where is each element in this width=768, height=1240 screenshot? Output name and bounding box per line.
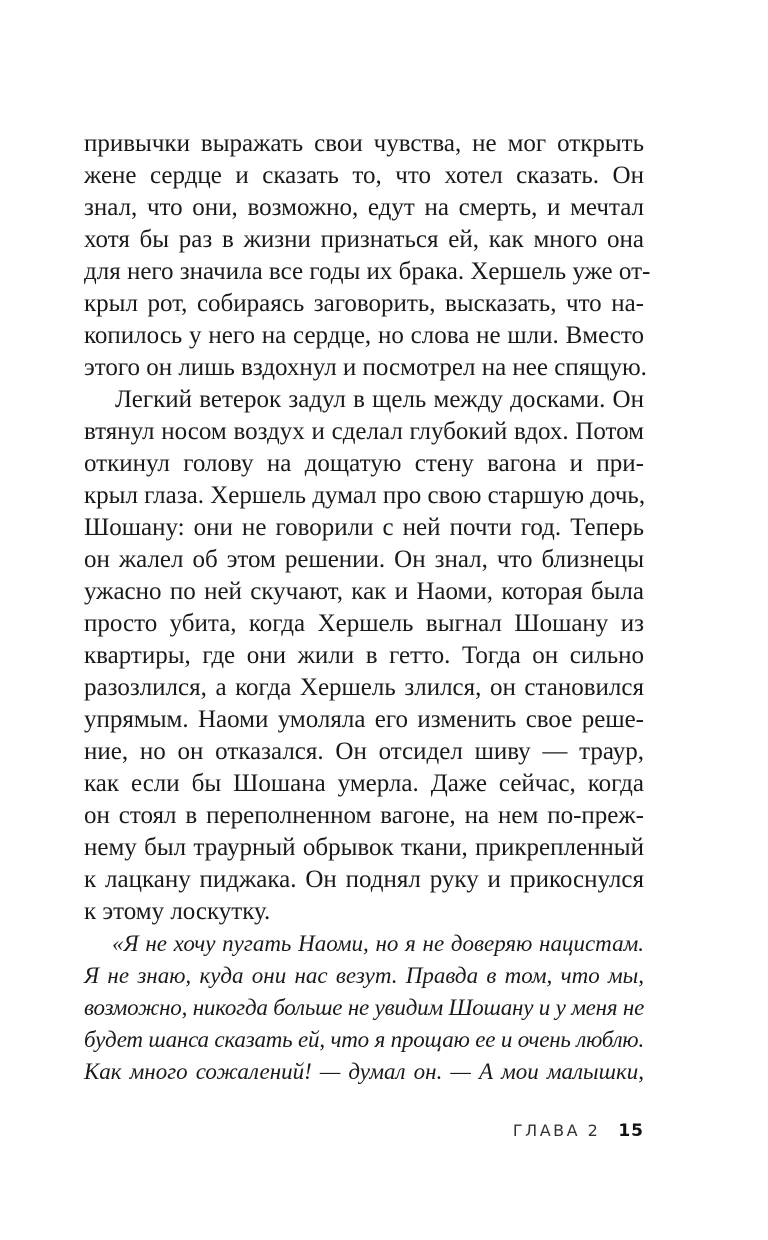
- italic-text-line: Как много сожалений! — думал он. — А мои малышки,: [84, 1059, 644, 1084]
- text-line: Шошану: они не говорили с ней почти год. Теперь: [84, 514, 644, 541]
- page-footer: [513, 1121, 644, 1145]
- italic-text-line: «Я не хочу пугать Наоми, но я не доверяю нацистам.: [112, 931, 644, 956]
- text-line: ние, но он отказался. Он отсидел шиву — траур,: [84, 738, 644, 765]
- text-line: крыл рот, собираясь заговорить, высказать, что на-: [84, 290, 644, 317]
- text-line: этого он лишь вздохнул и посмотрел на нее спящую.: [84, 354, 647, 381]
- text-line: квартиры, где они жили в гетто. Тогда он сильно: [84, 642, 644, 669]
- text-line: для него значила все годы их брака. Хершель уже от-: [84, 258, 651, 285]
- text-line: знал, что они, возможно, едут на смерть, и мечтал: [84, 194, 644, 221]
- text-line: втянул носом воздух и сделал глубокий вдох. Потом: [84, 418, 644, 445]
- text-line: ужасно по ней скучают, как и Наоми, которая была: [84, 578, 644, 605]
- italic-text-line: возможно, никогда больше не увидим Шошану и у меня не: [84, 995, 645, 1020]
- chapter-label: ГЛАВА 2: [512, 1121, 601, 1140]
- text-line: привычки выражать свои чувства, не мог открыть: [84, 130, 644, 157]
- page-number: 15: [618, 1121, 644, 1141]
- text-line: просто убита, когда Хершель выгнал Шошану из: [84, 610, 644, 637]
- text-line: Легкий ветерок задул в щель между досками. Он: [115, 386, 644, 413]
- text-line: к этому лоскутку.: [84, 898, 271, 925]
- text-line: жене сердце и сказать то, что хотел сказать. Он: [84, 162, 644, 189]
- text-line: он стоял в переполненном вагоне, на нем по-преж-: [84, 802, 644, 829]
- text-line: как если бы Шошана умерла. Даже сейчас, когда: [84, 770, 644, 797]
- text-line: нему был траурный обрывок ткани, прикрепленный: [84, 834, 644, 861]
- text-line: он жалел об этом решении. Он знал, что близнецы: [84, 546, 644, 573]
- text-line: хотя бы раз в жизни признаться ей, как много она: [84, 226, 644, 253]
- text-line: откинул голову на дощатую стену вагона и при-: [84, 450, 644, 477]
- text-line: крыл глаза. Хершель думал про свою старшую дочь,: [84, 482, 646, 509]
- text-line: упрямым. Наоми умоляла его изменить свое реше-: [84, 706, 644, 733]
- text-line: к лацкану пиджака. Он поднял руку и прикоснулся: [84, 866, 644, 893]
- text-line: разозлился, а когда Хершель злился, он становился: [84, 674, 644, 701]
- italic-text-line: будет шанса сказать ей, что я прощаю ее и очень люблю.: [84, 1027, 644, 1052]
- text-line: копилось у него на сердце, но слова не шли. Вместо: [84, 322, 644, 349]
- italic-text-line: Я не знаю, куда они нас везут. Правда в том, что мы,: [84, 963, 644, 988]
